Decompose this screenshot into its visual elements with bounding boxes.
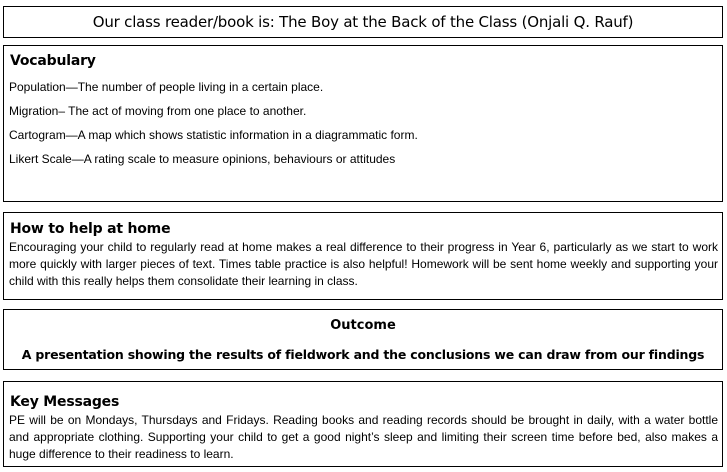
class-reader-box bbox=[3, 6, 723, 38]
vocabulary-heading: Vocabulary bbox=[10, 53, 96, 69]
vocabulary-item-cartogram: Cartogram—A map which shows statistic information in a diagrammatic form. bbox=[9, 128, 418, 142]
vocabulary-item-population: Population—The number of people living in a certain place. bbox=[9, 80, 324, 94]
vocabulary-item-migration: Migration– The act of moving from one place to another. bbox=[9, 104, 307, 118]
outcome-section bbox=[3, 309, 723, 370]
vocabulary-section bbox=[3, 45, 723, 202]
help-at-home-heading: How to help at home bbox=[10, 221, 171, 237]
help-at-home-body: Encouraging your child to regularly read at home makes a real difference to their progress in Year 6, particularly as we start to work more quickly with larger pieces of text. Times table practice is also helpful! Homework will be sent home weekly and supporting your child with this really helps them consolidate their learning in class. bbox=[9, 240, 718, 288]
vocabulary-list bbox=[9, 80, 716, 176]
class-reader-text: Our class reader/book is: The Boy at the Back of the Class (Onjali Q. Rauf) bbox=[92, 13, 634, 31]
key-messages-heading: Key Messages bbox=[10, 394, 120, 410]
key-messages-body: PE will be on Mondays, Thursdays and Fridays. Reading books and reading records should be brought in daily, with a water bottle and appropriate clothing. Supporting your child to get a good night’s sleep and limiting their screen time before bed, also makes a huge difference to their readiness to learn. bbox=[9, 413, 718, 461]
outcome-heading: Outcome bbox=[330, 318, 396, 333]
key-messages-section bbox=[3, 381, 723, 467]
help-at-home-section bbox=[3, 212, 723, 300]
vocabulary-item-likert-scale: Likert Scale—A rating scale to measure opinions, behaviours or attitudes bbox=[9, 152, 396, 166]
outcome-description: A presentation showing the results of fieldwork and the conclusions we can draw from our findings bbox=[21, 347, 705, 362]
